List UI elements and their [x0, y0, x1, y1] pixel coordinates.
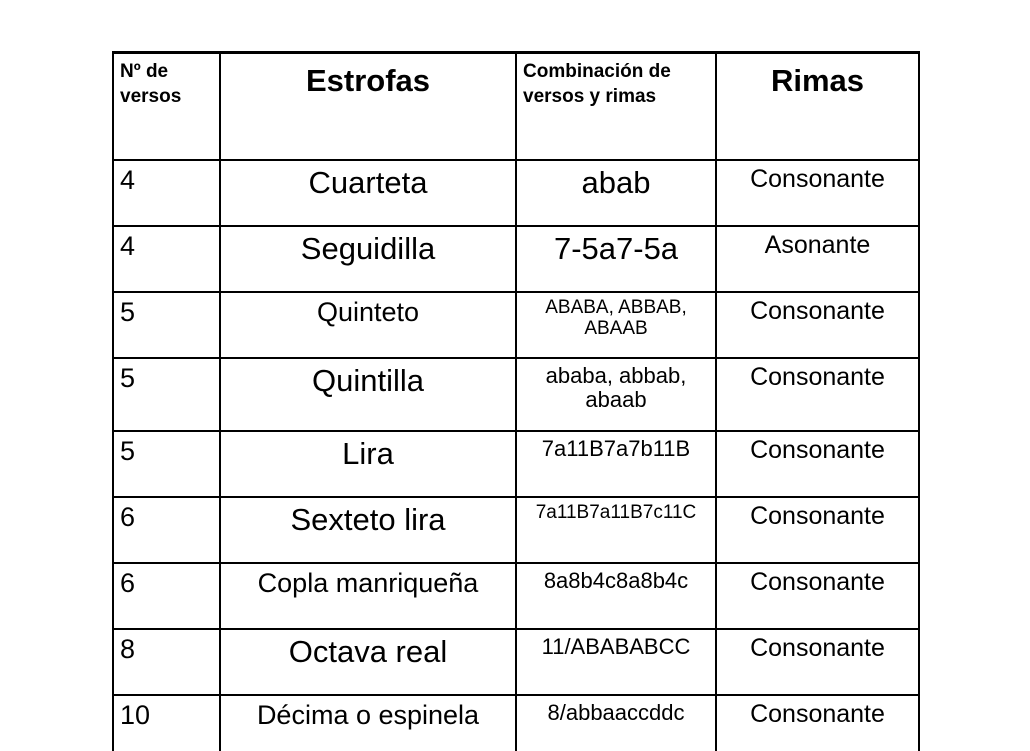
strophe-cell: Copla manriqueña [220, 563, 516, 629]
combination-cell: 8/abbaaccddc [516, 695, 716, 751]
header-verses: Nº de versos [113, 53, 220, 161]
verses-cell: 8 [113, 629, 220, 695]
combination-cell: ABABA, ABBAB, ABAAB [516, 292, 716, 358]
table-row [113, 695, 919, 751]
table-row [113, 497, 919, 563]
verses-cell: 5 [113, 431, 220, 497]
rhyme-cell: Consonante [716, 629, 919, 695]
header-strophes: Estrofas [220, 53, 516, 161]
rhyme-cell: Consonante [716, 695, 919, 751]
strophe-cell: Sexteto lira [220, 497, 516, 563]
rhyme-cell: Consonante [716, 563, 919, 629]
table-row [113, 160, 919, 226]
rhyme-cell: Consonante [716, 431, 919, 497]
combination-cell: ababa, abbab, abaab [516, 358, 716, 431]
combination-cell: 11/ABABABCC [516, 629, 716, 695]
verses-cell: 6 [113, 497, 220, 563]
strophe-cell: Quintilla [220, 358, 516, 431]
rhyme-cell: Consonante [716, 292, 919, 358]
rhyme-cell: Consonante [716, 160, 919, 226]
strophe-cell: Quinteto [220, 292, 516, 358]
table-row [113, 629, 919, 695]
combination-cell: 7a11B7a11B7c11C [516, 497, 716, 563]
combination-cell: 7-5a7-5a [516, 226, 716, 292]
rhyme-cell: Consonante [716, 358, 919, 431]
rhyme-cell: Asonante [716, 226, 919, 292]
combination-cell: 8a8b4c8a8b4c [516, 563, 716, 629]
verses-cell: 5 [113, 292, 220, 358]
verses-cell: 5 [113, 358, 220, 431]
combination-cell: abab [516, 160, 716, 226]
table-row [113, 358, 919, 431]
rhyme-cell: Consonante [716, 497, 919, 563]
verses-cell: 6 [113, 563, 220, 629]
strophe-cell: Seguidilla [220, 226, 516, 292]
table-row [113, 431, 919, 497]
table-row [113, 563, 919, 629]
verses-cell: 4 [113, 160, 220, 226]
table-row [113, 292, 919, 358]
table-row [113, 226, 919, 292]
strophe-cell: Octava real [220, 629, 516, 695]
header-row [113, 53, 919, 161]
combination-cell: 7a11B7a7b11B [516, 431, 716, 497]
header-rhymes: Rimas [716, 53, 919, 161]
strophe-cell: Lira [220, 431, 516, 497]
strophes-table [112, 51, 920, 751]
header-combination: Combinación de versos y rimas [516, 53, 716, 161]
verses-cell: 10 [113, 695, 220, 751]
strophe-cell: Cuarteta [220, 160, 516, 226]
verses-cell: 4 [113, 226, 220, 292]
strophe-cell: Décima o espinela [220, 695, 516, 751]
